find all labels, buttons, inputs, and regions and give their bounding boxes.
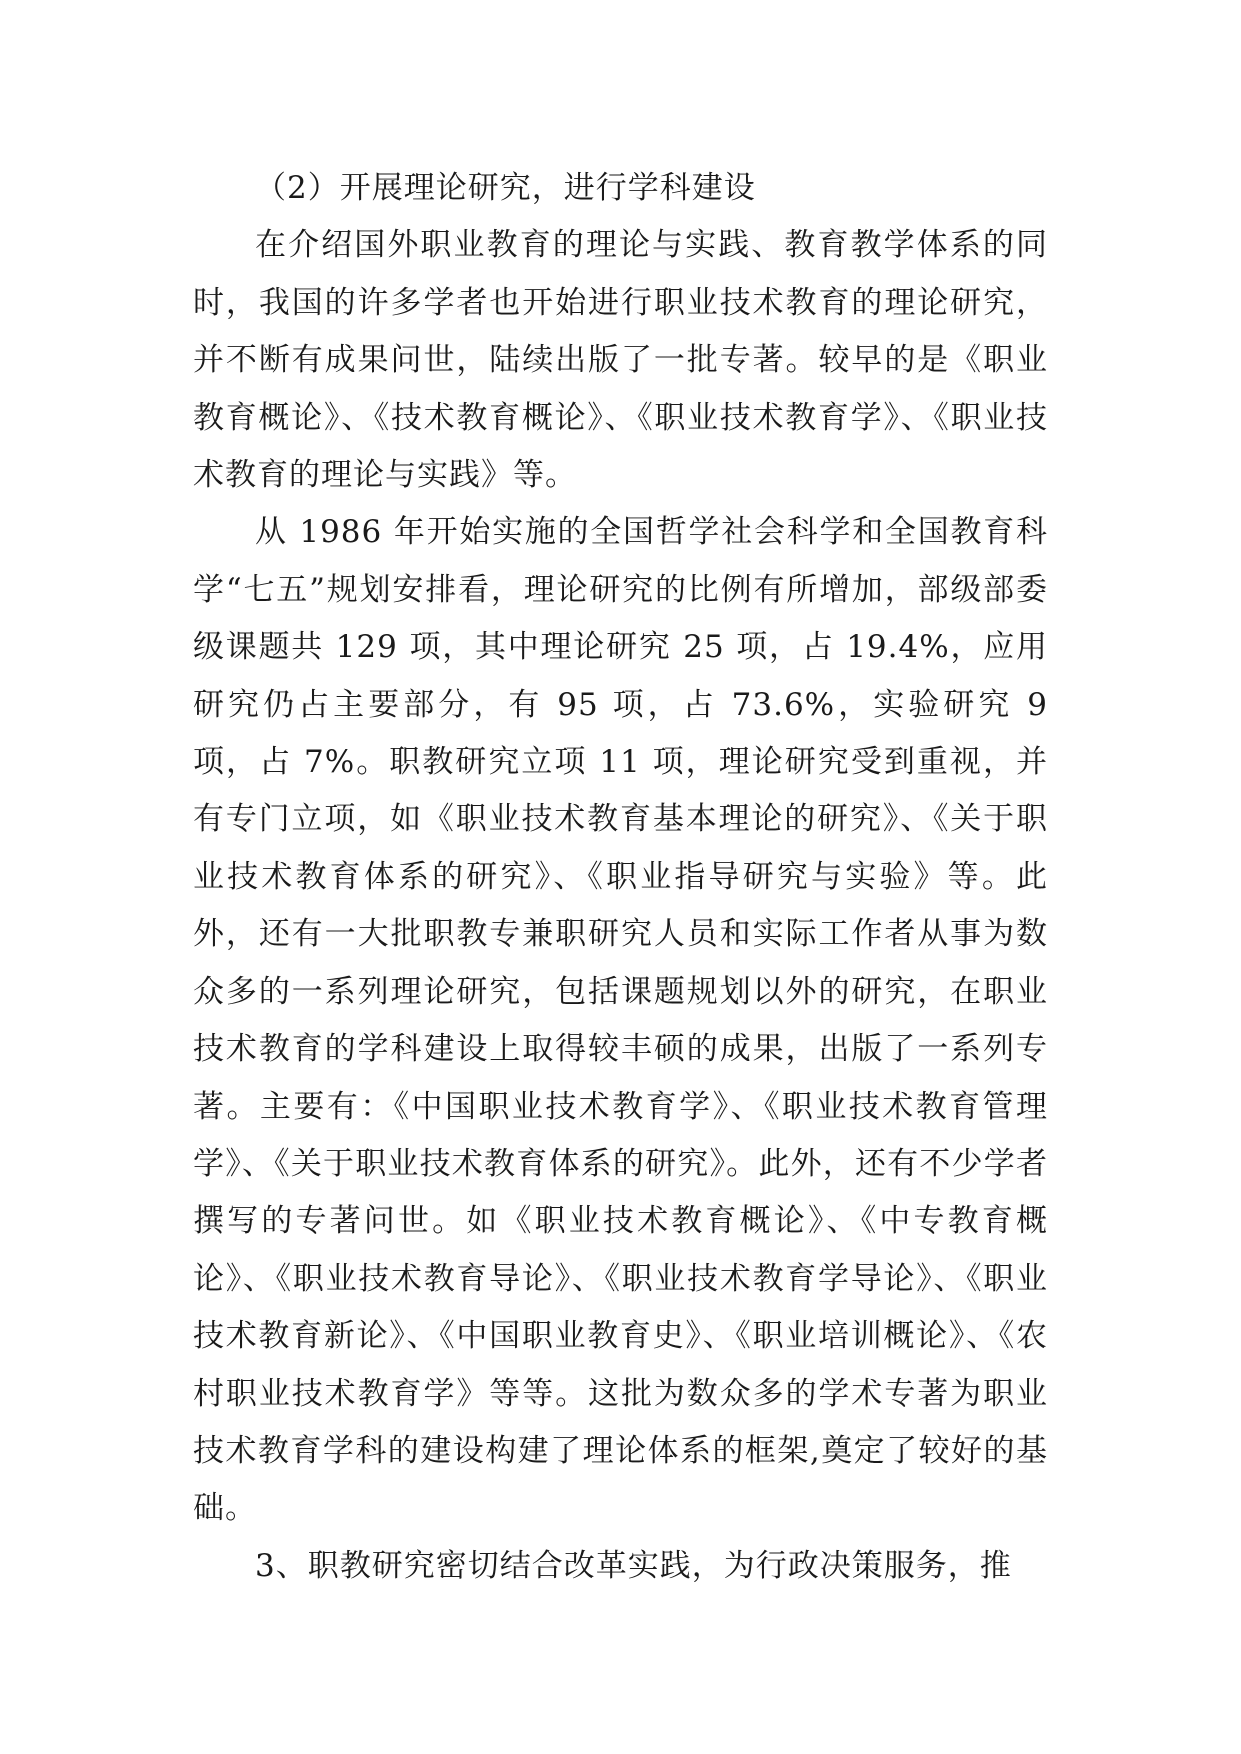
paragraph-section-3: 3、职教研究密切结合改革实践，为行政决策服务，推 <box>255 1547 1012 1584</box>
paragraph-research-plan: 从 1986 年开始实施的全国哲学社会科学和全国教育科学“七五”规划安排看，理论研究的比例有所增加，部级部委级课题共 129 项，其中理论研究 25 项，占 19.4%，应用研究仍占主要部分，有 95 项，占 73.6%，实验研究 9 项，占 7%。职教研究立项 11 项，理论研究受到重视，并有专门立项，如《职业技术教育基本理论的研究》、《关于职业技术教育体系的研究》、《职业指导研究与实验》等。此外，还有一大批职教专兼职研究人员和实际工作者从事为数众多的一系列理论研究，包括课题规划以外的研究，在职业技术教育的学科建设上取得较丰硕的成果，出版了一系列专著。主要有：《中国职业技术教育学》、《职业技术教育管理学》、《关于职业技术教育体系的研究》。此外，还有不少学者撰写的专著问世。如《职业技术教育概论》、《中专教育概论》、《职业技术教育导论》、《职业技术教育学导论》、《职业技术教育新论》、《中国职业教育史》、《职业培训概论》、《农村职业技术教育学》等等。这批为数众多的学术专著为职业技术教育学科的建设构建了理论体系的框架,奠定了较好的基础。 <box>193 514 1048 1527</box>
document-body <box>193 160 1048 1595</box>
section-heading: （2）开展理论研究，进行学科建设 <box>255 170 756 206</box>
paragraph-intro: 在介绍国外职业教育的理论与实践、教育教学体系的同时，我国的许多学者也开始进行职业技术教育的理论研究，并不断有成果问世，陆续出版了一批专著。较早的是《职业教育概论》、《技术教育概论》、《职业技术教育学》、《职业技术教育的理论与实践》等。 <box>193 227 1048 494</box>
